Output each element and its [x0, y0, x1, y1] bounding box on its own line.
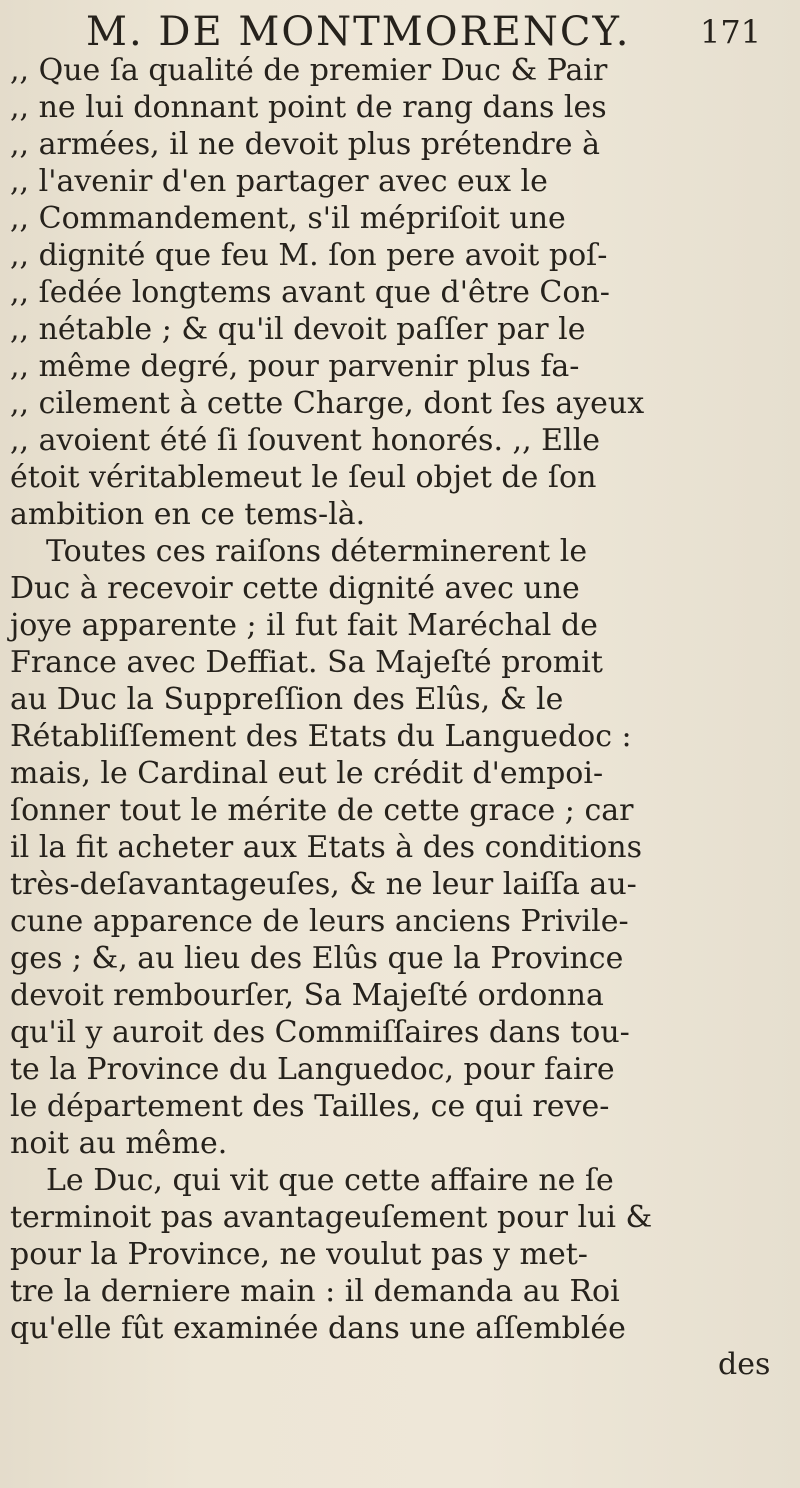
text-line: Duc à recevoir cette dignité avec une	[10, 571, 580, 606]
text-line: il la fit acheter aux Etats à des conditions	[10, 830, 643, 865]
text-line: au Duc la Suppreſſion des Elûs, & le	[10, 682, 564, 717]
text-line: Toutes ces raiſons déterminerent le	[46, 534, 588, 569]
text-line: ,, Que ſa qualité de premier Duc & Pair	[10, 53, 608, 88]
text-line: ſonner tout le mérite de cette grace ; car	[10, 793, 634, 828]
text-line: France avec Deffiat. Sa Majeſté promit	[10, 645, 603, 680]
text-line: Rétabliſſement des Etats du Languedoc :	[10, 719, 632, 754]
text-line: mais, le Cardinal eut le crédit d'empoi-	[10, 756, 604, 791]
text-line: ,, nétable ; & qu'il devoit paſſer par le	[10, 312, 586, 347]
text-line: ,, armées, il ne devoit plus prétendre à	[10, 127, 600, 162]
catchword: des	[718, 1347, 771, 1382]
page-header	[0, 8, 800, 56]
text-line: terminoit pas avantageuſement pour lui &	[10, 1200, 653, 1235]
text-line: pour la Province, ne voulut pas y met-	[10, 1237, 588, 1272]
text-line: ,, ne lui donnant point de rang dans les	[10, 90, 607, 125]
text-line: ,, dignité que feu M. ſon pere avoit poſ-	[10, 238, 608, 273]
text-line: qu'elle fût examinée dans une aſſemblée	[10, 1311, 626, 1346]
text-line: devoit rembourſer, Sa Majeſté ordonna	[10, 978, 604, 1013]
text-line: joye apparente ; il fut fait Maréchal de	[10, 608, 598, 643]
text-line: te la Province du Languedoc, pour faire	[10, 1052, 615, 1087]
text-line: ,, Commandement, s'il mépriſoit une	[10, 201, 566, 236]
text-line: ambition en ce tems-là.	[10, 497, 366, 532]
text-line: étoit véritablemeut le ſeul objet de ſon	[10, 460, 597, 495]
text-line: tre la derniere main : il demanda au Roi	[10, 1274, 620, 1309]
text-line: cune apparence de leurs anciens Privile-	[10, 904, 629, 939]
text-line: Le Duc, qui vit que cette affaire ne ſe	[46, 1163, 614, 1198]
text-line: le département des Tailles, ce qui reve-	[10, 1089, 610, 1124]
text-line: ,, même degré, pour parvenir plus fa-	[10, 349, 580, 384]
page-number: 171	[700, 13, 762, 51]
text-line: noit au même.	[10, 1126, 228, 1161]
text-line: ,, avoient été ſi ſouvent honorés. ,, Elle	[10, 423, 600, 458]
text-line: très-deſavantageuſes, & ne leur laiſſa au-	[10, 867, 637, 902]
text-line: ,, ſedée longtems avant que d'être Con-	[10, 275, 610, 310]
text-line: qu'il y auroit des Commiſſaires dans tou-	[10, 1015, 630, 1050]
text-line: ,, cilement à cette Charge, dont ſes ayeux	[10, 386, 645, 421]
text-line: ,, l'avenir d'en partager avec eux le	[10, 164, 548, 199]
text-line: ges ; &, au lieu des Elûs que la Province	[10, 941, 624, 976]
running-title: M. DE MONTMORENCY.	[86, 9, 631, 55]
